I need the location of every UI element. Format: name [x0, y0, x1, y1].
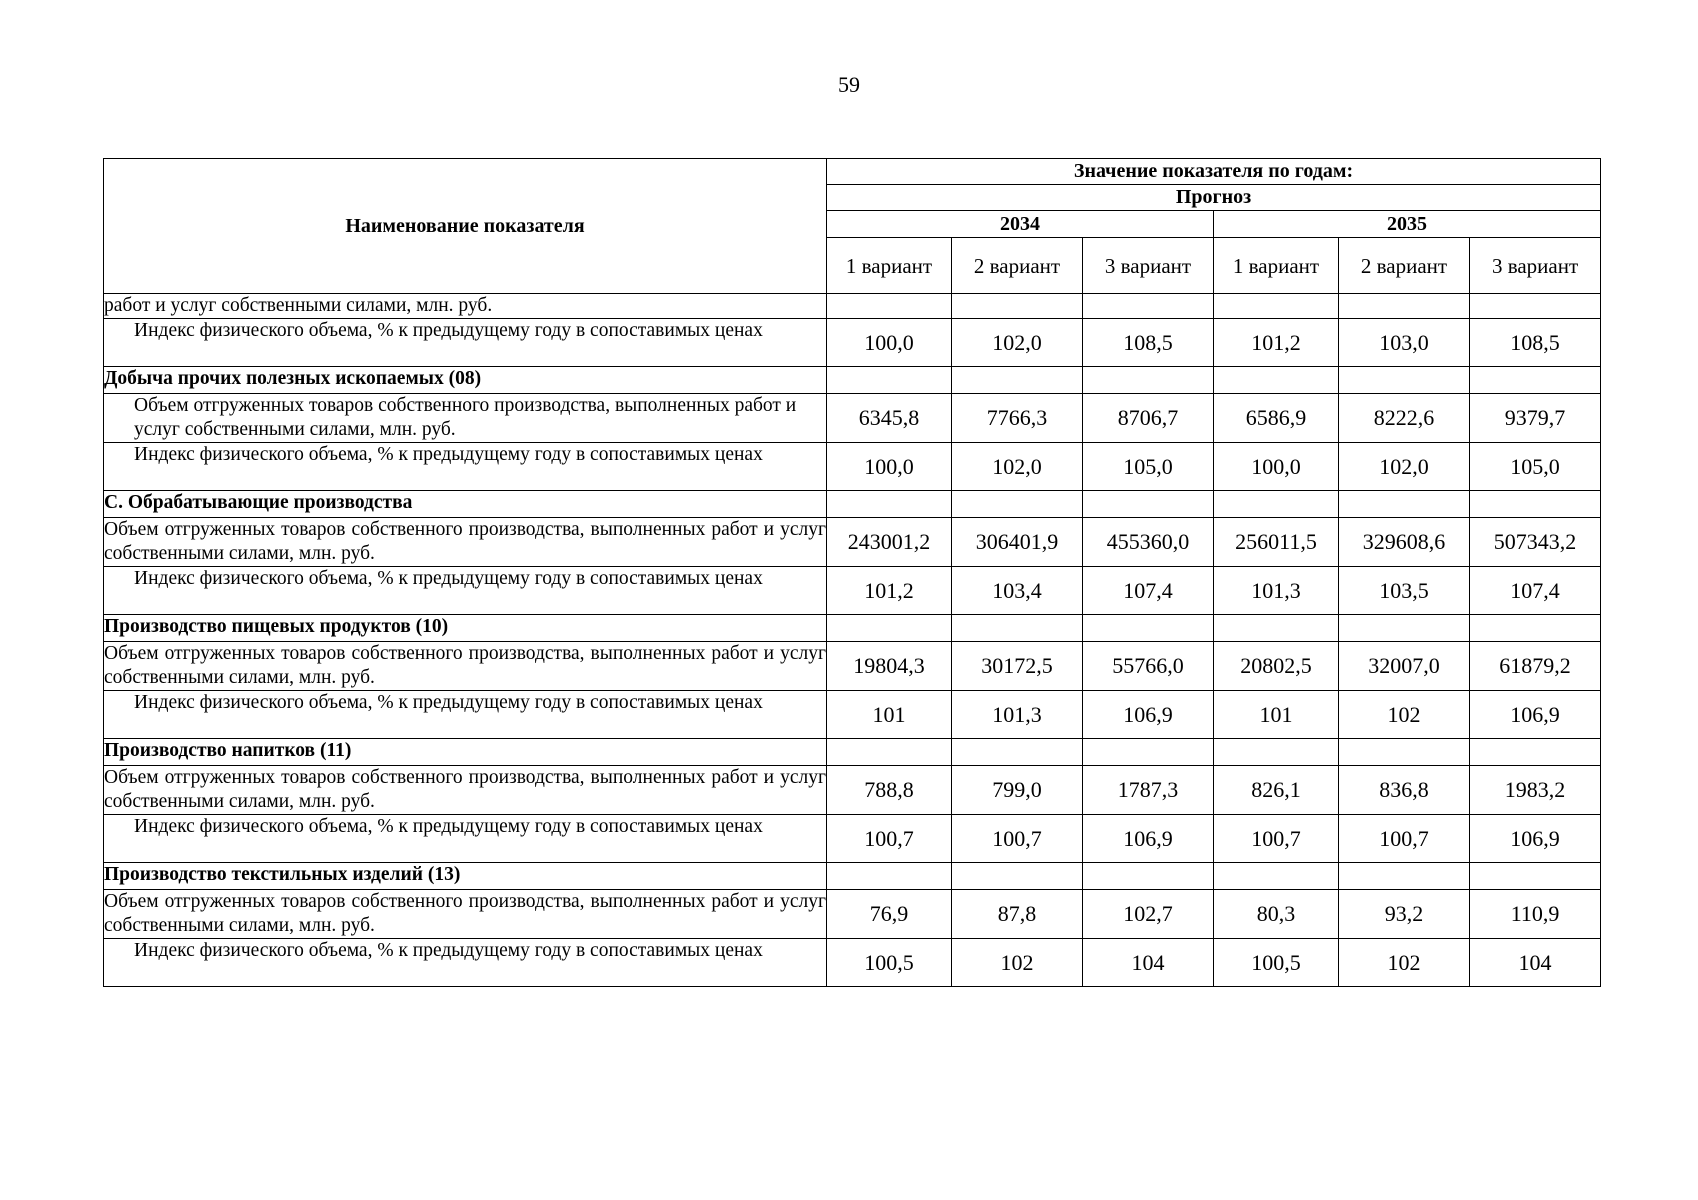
value-cell [1214, 367, 1339, 394]
value-cell [1470, 491, 1601, 518]
value-cell [1083, 367, 1214, 394]
indicator-name: Объем отгруженных товаров собственного производства, выполненных работ и услуг собственными силами, млн. руб. [104, 890, 827, 939]
value-cell: 104 [1470, 939, 1601, 987]
variant-header: 2 вариант [1339, 238, 1470, 294]
value-cell: 110,9 [1470, 890, 1601, 939]
value-cell [827, 294, 952, 319]
value-cell: 100,7 [952, 815, 1083, 863]
value-cell: 101,3 [952, 691, 1083, 739]
value-cell: 106,9 [1470, 691, 1601, 739]
section-title: C. Обрабатывающие производства [104, 491, 827, 518]
variant-header: 3 вариант [1083, 238, 1214, 294]
value-cell: 836,8 [1339, 766, 1470, 815]
value-cell: 102,0 [952, 319, 1083, 367]
value-cell: 100,7 [1339, 815, 1470, 863]
value-cell [1214, 615, 1339, 642]
value-cell [827, 739, 952, 766]
value-cell: 55766,0 [1083, 642, 1214, 691]
value-cell [952, 491, 1083, 518]
value-cell: 108,5 [1470, 319, 1601, 367]
value-cell [827, 367, 952, 394]
section-row [104, 615, 1601, 642]
value-cell: 256011,5 [1214, 518, 1339, 567]
value-cell [952, 294, 1083, 319]
page-number: 59 [838, 72, 860, 97]
value-cell: 101 [827, 691, 952, 739]
value-cell [827, 615, 952, 642]
value-cell [1214, 491, 1339, 518]
value-cell [1214, 294, 1339, 319]
value-cell [1339, 294, 1470, 319]
value-cell: 32007,0 [1339, 642, 1470, 691]
variant-header: 2 вариант [952, 238, 1083, 294]
year-header-2034: 2034 [827, 211, 1214, 238]
value-cell [1083, 294, 1214, 319]
value-cell: 107,4 [1083, 567, 1214, 615]
value-cell: 103,0 [1339, 319, 1470, 367]
table-row [104, 691, 1601, 739]
indicator-name: Индекс физического объема, % к предыдущему году в сопоставимых ценах [104, 319, 827, 367]
value-cell: 102,0 [1339, 443, 1470, 491]
value-cell [827, 491, 952, 518]
values-by-year-header: Значение показателя по годам: [827, 159, 1601, 185]
value-cell: 105,0 [1470, 443, 1601, 491]
value-cell: 100,7 [827, 815, 952, 863]
value-cell: 1787,3 [1083, 766, 1214, 815]
value-cell [1339, 863, 1470, 890]
table-row [104, 642, 1601, 691]
value-cell: 8222,6 [1339, 394, 1470, 443]
value-cell: 243001,2 [827, 518, 952, 567]
value-cell [1339, 367, 1470, 394]
value-cell [1470, 863, 1601, 890]
section-title: Производство напитков (11) [104, 739, 827, 766]
indicator-name: Объем отгруженных товаров собственного производства, выполненных работ и услуг собственными силами, млн. руб. [104, 642, 827, 691]
value-cell: 6586,9 [1214, 394, 1339, 443]
value-cell [1083, 739, 1214, 766]
value-cell: 104 [1083, 939, 1214, 987]
table-row [104, 394, 1601, 443]
value-cell: 106,9 [1083, 815, 1214, 863]
value-cell: 108,5 [1083, 319, 1214, 367]
value-cell: 101 [1214, 691, 1339, 739]
value-cell: 102 [1339, 939, 1470, 987]
value-cell: 100,5 [827, 939, 952, 987]
table-row [104, 443, 1601, 491]
value-cell: 100,0 [1214, 443, 1339, 491]
value-cell: 1983,2 [1470, 766, 1601, 815]
value-cell: 103,4 [952, 567, 1083, 615]
value-cell: 19804,3 [827, 642, 952, 691]
value-cell: 826,1 [1214, 766, 1339, 815]
value-cell: 329608,6 [1339, 518, 1470, 567]
value-cell [1083, 491, 1214, 518]
table-row [104, 766, 1601, 815]
value-cell [1339, 615, 1470, 642]
indicator-name: Объем отгруженных товаров собственного производства, выполненных работ и услуг собственными силами, млн. руб. [104, 766, 827, 815]
indicator-name: Индекс физического объема, % к предыдущему году в сопоставимых ценах [104, 567, 827, 615]
value-cell [952, 367, 1083, 394]
value-cell: 102,0 [952, 443, 1083, 491]
value-cell: 788,8 [827, 766, 952, 815]
indicator-name: Индекс физического объема, % к предыдущему году в сопоставимых ценах [104, 815, 827, 863]
table-row [104, 890, 1601, 939]
value-cell: 100,0 [827, 443, 952, 491]
indicator-name: Объем отгруженных товаров собственного производства, выполненных работ и услуг собственными силами, млн. руб. [104, 518, 827, 567]
value-cell [827, 863, 952, 890]
value-cell: 455360,0 [1083, 518, 1214, 567]
value-cell: 100,0 [827, 319, 952, 367]
table-row [104, 319, 1601, 367]
value-cell [1083, 863, 1214, 890]
table-body [104, 294, 1601, 987]
value-cell: 101,2 [1214, 319, 1339, 367]
value-cell: 100,5 [1214, 939, 1339, 987]
value-cell: 6345,8 [827, 394, 952, 443]
value-cell: 306401,9 [952, 518, 1083, 567]
value-cell: 507343,2 [1470, 518, 1601, 567]
indicator-name: Индекс физического объема, % к предыдущему году в сопоставимых ценах [104, 443, 827, 491]
variant-header: 1 вариант [1214, 238, 1339, 294]
value-cell [1470, 367, 1601, 394]
value-cell: 100,7 [1214, 815, 1339, 863]
section-row [104, 863, 1601, 890]
section-title: Добыча прочих полезных ископаемых (08) [104, 367, 827, 394]
value-cell [1470, 615, 1601, 642]
value-cell: 101,2 [827, 567, 952, 615]
value-cell: 103,5 [1339, 567, 1470, 615]
year-header-2035: 2035 [1214, 211, 1601, 238]
section-title: Производство текстильных изделий (13) [104, 863, 827, 890]
table-row [104, 939, 1601, 987]
indicator-table [103, 158, 1601, 987]
indicator-name: Индекс физического объема, % к предыдущему году в сопоставимых ценах [104, 691, 827, 739]
table-row [104, 567, 1601, 615]
section-row [104, 491, 1601, 518]
value-cell [1470, 294, 1601, 319]
value-cell [1470, 739, 1601, 766]
indicator-name-header: Наименование показателя [104, 159, 827, 294]
value-cell: 101,3 [1214, 567, 1339, 615]
value-cell [952, 863, 1083, 890]
value-cell: 107,4 [1470, 567, 1601, 615]
value-cell: 7766,3 [952, 394, 1083, 443]
value-cell: 80,3 [1214, 890, 1339, 939]
value-cell: 76,9 [827, 890, 952, 939]
indicator-name: работ и услуг собственными силами, млн. руб. [104, 294, 827, 319]
value-cell [1083, 615, 1214, 642]
value-cell [952, 615, 1083, 642]
variant-header: 3 вариант [1470, 238, 1601, 294]
table-row [104, 518, 1601, 567]
value-cell: 20802,5 [1214, 642, 1339, 691]
value-cell: 102,7 [1083, 890, 1214, 939]
value-cell: 87,8 [952, 890, 1083, 939]
indicator-name: Индекс физического объема, % к предыдущему году в сопоставимых ценах [104, 939, 827, 987]
value-cell [1214, 863, 1339, 890]
variant-header: 1 вариант [827, 238, 952, 294]
forecast-header: Прогноз [827, 185, 1601, 211]
value-cell: 9379,7 [1470, 394, 1601, 443]
value-cell: 799,0 [952, 766, 1083, 815]
value-cell: 106,9 [1083, 691, 1214, 739]
value-cell: 102 [952, 939, 1083, 987]
table-header [104, 159, 1601, 294]
value-cell [1339, 491, 1470, 518]
value-cell: 105,0 [1083, 443, 1214, 491]
section-row [104, 367, 1601, 394]
section-title: Производство пищевых продуктов (10) [104, 615, 827, 642]
value-cell: 102 [1339, 691, 1470, 739]
value-cell: 30172,5 [952, 642, 1083, 691]
section-row [104, 739, 1601, 766]
table-row [104, 294, 1601, 319]
indicator-name: Объем отгруженных товаров собственного производства, выполненных работ и услуг собственными силами, млн. руб. [104, 394, 827, 443]
value-cell: 93,2 [1339, 890, 1470, 939]
value-cell [1339, 739, 1470, 766]
value-cell: 8706,7 [1083, 394, 1214, 443]
value-cell: 61879,2 [1470, 642, 1601, 691]
value-cell [952, 739, 1083, 766]
value-cell: 106,9 [1470, 815, 1601, 863]
table-row [104, 815, 1601, 863]
value-cell [1214, 739, 1339, 766]
